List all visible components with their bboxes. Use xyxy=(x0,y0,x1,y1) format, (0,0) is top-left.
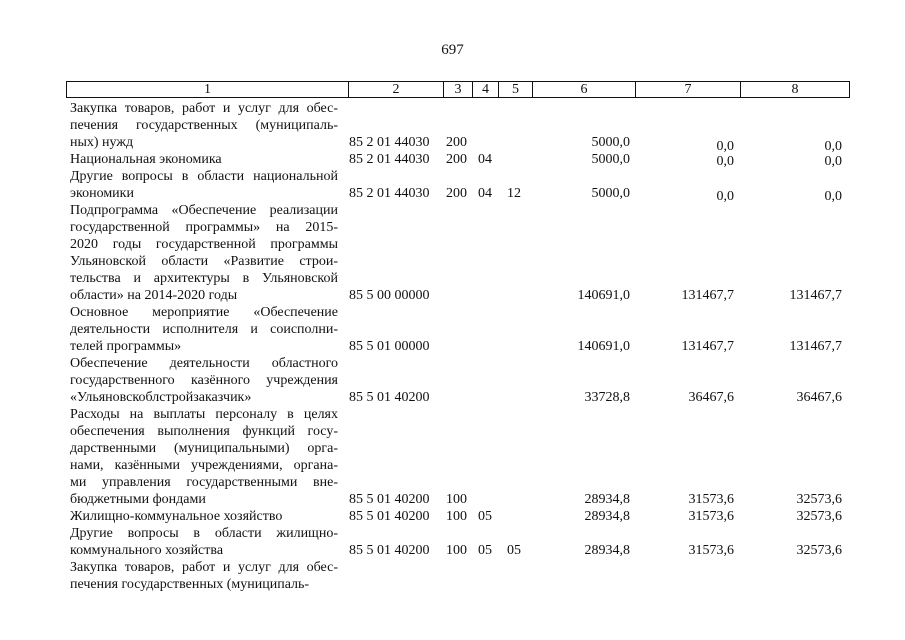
row-value-col6: 33728,8 xyxy=(584,390,630,405)
description-line: печения государственных (муниципаль- xyxy=(70,118,338,133)
row-code: 85 5 01 40200 xyxy=(349,390,430,405)
row-value-col8: 0,0 xyxy=(824,139,842,154)
row-value-col6: 5000,0 xyxy=(591,152,630,167)
row-code: 85 5 01 00000 xyxy=(349,339,430,354)
table-row xyxy=(0,355,905,406)
row-description xyxy=(70,525,338,559)
row-code: 85 2 01 44030 xyxy=(349,186,430,201)
row-description xyxy=(70,559,338,593)
row-value-col6: 5000,0 xyxy=(591,186,630,201)
row-value-col6: 140691,0 xyxy=(577,339,630,354)
row-value-col7: 0,0 xyxy=(716,154,734,169)
row-expense-type: 100 xyxy=(446,509,467,524)
description-line: Ульяновской области «Развитие строи- xyxy=(70,254,338,269)
row-value-col8: 32573,6 xyxy=(796,492,842,507)
row-section: 05 xyxy=(478,509,492,524)
row-code: 85 5 01 40200 xyxy=(349,509,430,524)
description-line: Основное мероприятие «Обеспечение xyxy=(70,305,338,320)
row-expense-type: 100 xyxy=(446,543,467,558)
table-row xyxy=(0,304,905,355)
description-line: печения государственных (муниципаль- xyxy=(70,577,310,592)
description-line: 2020 годы государственной программы xyxy=(70,237,338,252)
row-expense-type: 200 xyxy=(446,135,467,150)
row-value-col8: 0,0 xyxy=(824,189,842,204)
row-value-col7: 0,0 xyxy=(716,189,734,204)
description-line: бюджетными фондами xyxy=(70,492,206,507)
row-value-col7: 31573,6 xyxy=(688,492,734,507)
description-line: ми управления государственными вне- xyxy=(70,475,338,490)
header-cell-5: 5 xyxy=(498,81,533,98)
row-description xyxy=(70,100,338,151)
table-row xyxy=(0,525,905,559)
row-section: 04 xyxy=(478,186,492,201)
table-row xyxy=(0,168,905,202)
row-value-col7: 31573,6 xyxy=(688,509,734,524)
description-line: государственной программы» на 2015- xyxy=(70,220,338,235)
row-subsection: 05 xyxy=(507,543,521,558)
row-value-col7: 131467,7 xyxy=(681,339,734,354)
row-expense-type: 200 xyxy=(446,186,467,201)
table-row xyxy=(0,406,905,508)
description-line: нами, казёнными учреждениями, органа- xyxy=(70,458,338,473)
description-line: «Ульяновскоблстройзаказчик» xyxy=(70,390,252,405)
row-description xyxy=(70,202,338,304)
header-cell-8: 8 xyxy=(740,81,850,98)
row-code: 85 5 01 40200 xyxy=(349,492,430,507)
row-description xyxy=(70,151,338,168)
row-expense-type: 200 xyxy=(446,152,467,167)
description-line: Другие вопросы в области национальной xyxy=(70,169,338,184)
row-value-col8: 32573,6 xyxy=(796,509,842,524)
header-cell-7: 7 xyxy=(635,81,741,98)
description-line: Обеспечение деятельности областного xyxy=(70,356,338,371)
table-row xyxy=(0,508,905,525)
row-code: 85 2 01 44030 xyxy=(349,152,430,167)
row-value-col7: 36467,6 xyxy=(688,390,734,405)
row-value-col8: 131467,7 xyxy=(789,288,842,303)
row-code: 85 2 01 44030 xyxy=(349,135,430,150)
row-value-col8: 0,0 xyxy=(824,154,842,169)
header-cell-2: 2 xyxy=(348,81,444,98)
description-line: Расходы на выплаты персоналу в целях xyxy=(70,407,338,422)
table-row xyxy=(0,100,905,154)
row-value-col6: 28934,8 xyxy=(584,492,630,507)
row-value-col7: 31573,6 xyxy=(688,543,734,558)
row-value-col6: 28934,8 xyxy=(584,543,630,558)
description-line: коммунального хозяйства xyxy=(70,543,224,558)
description-line: обеспечения выполнения функций госу- xyxy=(70,424,338,439)
row-value-col8: 131467,7 xyxy=(789,339,842,354)
page-number: 697 xyxy=(441,42,464,58)
header-cell-4: 4 xyxy=(472,81,499,98)
row-value-col6: 140691,0 xyxy=(577,288,630,303)
description-line: ных) нужд xyxy=(70,135,134,150)
description-line: Другие вопросы в области жилищно- xyxy=(70,526,338,541)
row-description xyxy=(70,304,338,355)
description-line: Закупка товаров, работ и услуг для обес- xyxy=(70,101,338,116)
row-description xyxy=(70,168,338,202)
header-cell-6: 6 xyxy=(532,81,636,98)
row-value-col6: 28934,8 xyxy=(584,509,630,524)
table-row xyxy=(0,559,905,593)
row-value-col8: 36467,6 xyxy=(796,390,842,405)
row-section: 05 xyxy=(478,543,492,558)
header-cell-1: 1 xyxy=(66,81,349,98)
row-subsection: 12 xyxy=(507,186,521,201)
description-line: государственного казённого учреждения xyxy=(70,373,338,388)
description-line: дарственными (муниципальными) орга- xyxy=(70,441,338,456)
row-description xyxy=(70,508,338,525)
row-value-col8: 32573,6 xyxy=(796,543,842,558)
row-description xyxy=(70,406,338,508)
header-cell-3: 3 xyxy=(443,81,473,98)
description-line: тельства и архитектуры в Ульяновской xyxy=(70,271,338,286)
description-line: экономики xyxy=(70,186,134,201)
row-section: 04 xyxy=(478,152,492,167)
table-row xyxy=(0,202,905,304)
table-row xyxy=(0,151,905,168)
description-line: Жилищно-коммунальное хозяйство xyxy=(70,509,283,524)
row-expense-type: 100 xyxy=(446,492,467,507)
row-value-col6: 5000,0 xyxy=(591,135,630,150)
row-value-col7: 131467,7 xyxy=(681,288,734,303)
description-line: Подпрограмма «Обеспечение реализации xyxy=(70,203,338,218)
row-code: 85 5 00 00000 xyxy=(349,288,430,303)
row-description xyxy=(70,355,338,406)
description-line: телей программы» xyxy=(70,339,182,354)
description-line: Закупка товаров, работ и услуг для обес- xyxy=(70,560,338,575)
row-code: 85 5 01 40200 xyxy=(349,543,430,558)
row-value-col7: 0,0 xyxy=(716,139,734,154)
description-line: Национальная экономика xyxy=(70,152,222,167)
description-line: области» на 2014-2020 годы xyxy=(70,288,238,303)
description-line: деятельности исполнителя и соисполни- xyxy=(70,322,338,337)
